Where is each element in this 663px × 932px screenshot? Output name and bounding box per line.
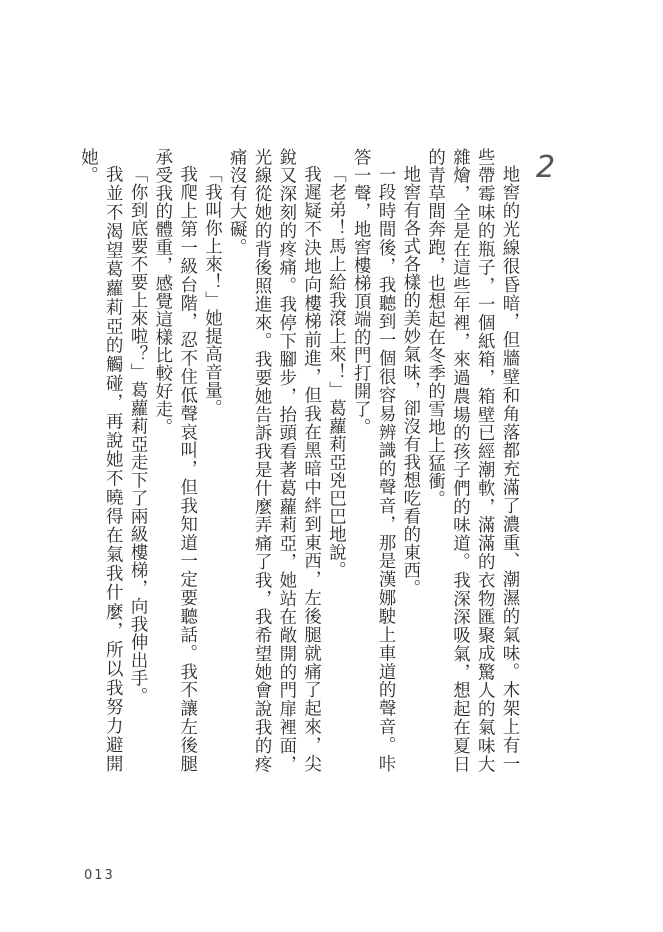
paragraph: 地窖的光線很昏暗，但牆壁和角落都充滿了濃重、潮濕的氣味。木架上有一些帶霉味的瓶子，一個紙箱，箱壁已經潮軟，滿滿的衣物匯聚成驚人的氣味大雜燴，全是在這些年裡，來過農場的孩子們的味道。我深深吸氣，想起在夏日的青草間奔跑，也想起在冬季的雪地上猛衝。 [424,148,519,773]
paragraph: 一段時間後，我聽到一個很容易辨識的聲音，那是漢娜駛上車道的聲音。咔答一聲，地窖樓梯頂端的門打開了。 [350,148,396,773]
page-number: 013 [84,868,115,883]
paragraph: 我遲疑不決地向樓梯前進，但我在黑暗中絆到東西，左後腿就痛了起來，尖銳又深刻的疼痛。我停下腳步，抬頭看著葛蘿莉亞，她站在敞開的門扉裡面，光線從她的背後照進來。我要她告訴我是什麼弄痛了我，我希望她會說我的疼痛沒有大礙。 [226,148,321,773]
chapter-number: 2 [536,150,556,185]
paragraph: 我爬上第一級台階，忍不住低聲哀叫，但我知道一定要聽話。我不讓左後腿承受我的體重，感覺這樣比較好走。 [151,148,197,773]
paragraph: 地窖有各式各樣的美妙氣味，卻沒有我想吃看的東西。 [399,165,420,598]
paragraph: 「老弟！馬上給我滾上來！」葛蘿莉亞兇巴巴地說。 [325,165,346,580]
paragraph: 「我叫你上來！」她提高音量。 [201,165,222,418]
paragraph: 我並不渴望葛蘿莉亞的觸碰，再說她不曉得在氣我什麼，所以我努力避開她。 [77,148,123,773]
paragraph: 「你到底要不要上來啦？」葛蘿莉亞走下了兩級樓梯，向我伸出手。 [127,165,148,706]
body-text [77,148,521,773]
